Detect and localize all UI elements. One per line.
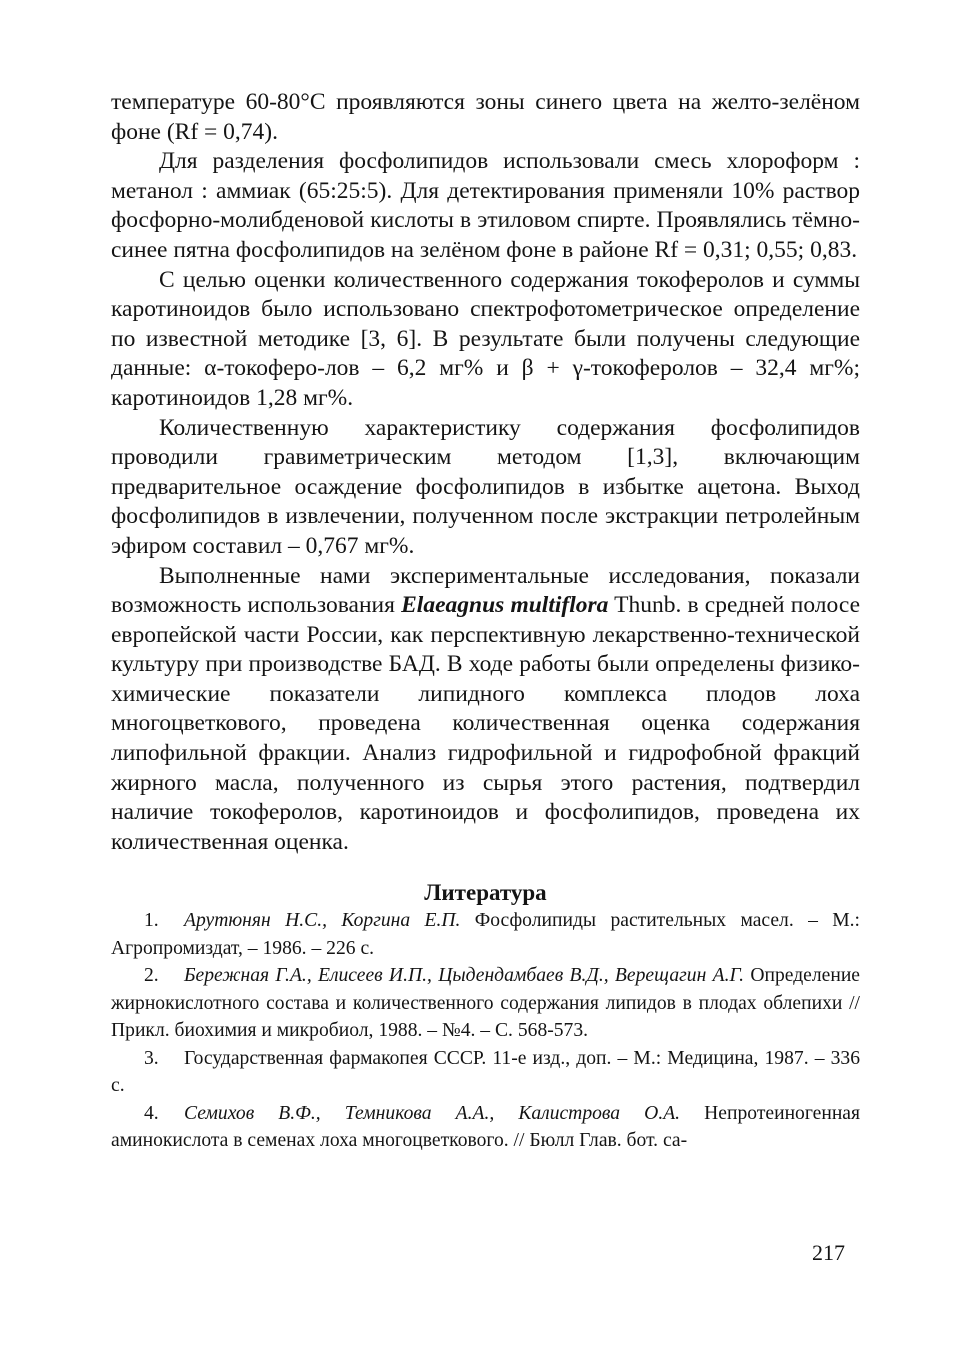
reference-item [111, 1045, 860, 1100]
literature-heading: Литература [424, 880, 547, 906]
paragraph-5-text-start: Выполненные нами экспериментальные исследования, показали возможность использования [111, 562, 860, 619]
reference-item [111, 962, 860, 1045]
reference-number: 3. [144, 1047, 159, 1069]
body-paragraph-2: Для разделения фосфолипидов использовали смесь хлороформ : метанол : аммиак (65:25:5). Для детектирования применяли 10% раствор фосфорно-молибденовой кислоты в этиловом спирте. Проявлялись тёмно-синее пятна фосфолипидов на зелёном фоне в районе Rf = 0,31; 0,55; 0,83. [111, 148, 860, 263]
reference-number: 2. [144, 965, 159, 987]
reference-number: 4. [144, 1102, 159, 1124]
page-content [111, 88, 860, 1155]
body-paragraph-1: температуре 60-80°С проявляются зоны синего цвета на желто-зелёном фоне (Rf = 0,74). [111, 89, 860, 145]
reference-text: Государственная фармакопея СССР. 11-е изд., доп. – М.: Медицина, 1987. – 336 с. [111, 1047, 860, 1097]
reference-text: Непротеиногенная аминокислота в семенах лоха многоцветкового. // Бюлл Глав. бот. са- [111, 1102, 861, 1152]
reference-item [111, 907, 860, 962]
page-number: 217 [812, 1240, 845, 1265]
reference-authors: Семихов В.Ф., Темникова А.А., Калистрова О.А. [184, 1102, 681, 1124]
body-paragraph-3: С целью оценки количественного содержания токоферолов и суммы каротиноидов было использовано спектрофотометрическое определение по известной методике [3, 6]. В результате были получены следующие данные: α-токоферо-лов – 6,2 мг% и β + γ-токоферолов – 32,4 мг%; каротиноидов 1,28 мг%. [111, 266, 860, 411]
reference-item [111, 1100, 860, 1155]
paragraph-5-text-end: Thunb. в средней полосе европейской части России, как перспективную лекарственно-технической культуру при производстве БАД. В ходе работы были определены физико-химические показатели липидного комплекса плодов лоха многоцветкового, проведена количественная оценка содержания липофильной фракции. Анализ гидрофильной и гидрофобной фракций жирного масла, полученного из сырья этого растения, подтвердил наличие токоферолов, каротиноидов и фосфолипидов, проведена их количественная оценка. [111, 592, 861, 855]
body-paragraph-4: Количественную характеристику содержания фосфолипидов проводили гравиметрическим методом [1,3], включающим предварительное осаждение фосфолипидов в избытке ацетона. Выход фосфолипидов в извлечении, полученном после экстракции петролейным эфиром составил – 0,767 мг%. [111, 414, 860, 559]
reference-text: Определение жирнокислотного состава и количественного содержания липидов в плодах облепихи //Прикл. биохимия и микробиол, 1988. – №4. – С. 568-573. [111, 965, 861, 1042]
species-name: Elaeagnus multiflora [401, 592, 609, 619]
body-paragraph-5 [111, 562, 860, 858]
reference-text: Фосфолипиды растительных масел. – М.: Агропромиздат, – 1986. – 226 с. [111, 910, 860, 959]
reference-authors: Бережная Г.А., Елисеев И.П., Цыдендамбаев В.Д., Верещагин А.Г. [184, 965, 745, 987]
reference-authors: Арутюнян Н.С., Коргина Е.П. [184, 910, 461, 932]
reference-number: 1. [144, 910, 159, 932]
